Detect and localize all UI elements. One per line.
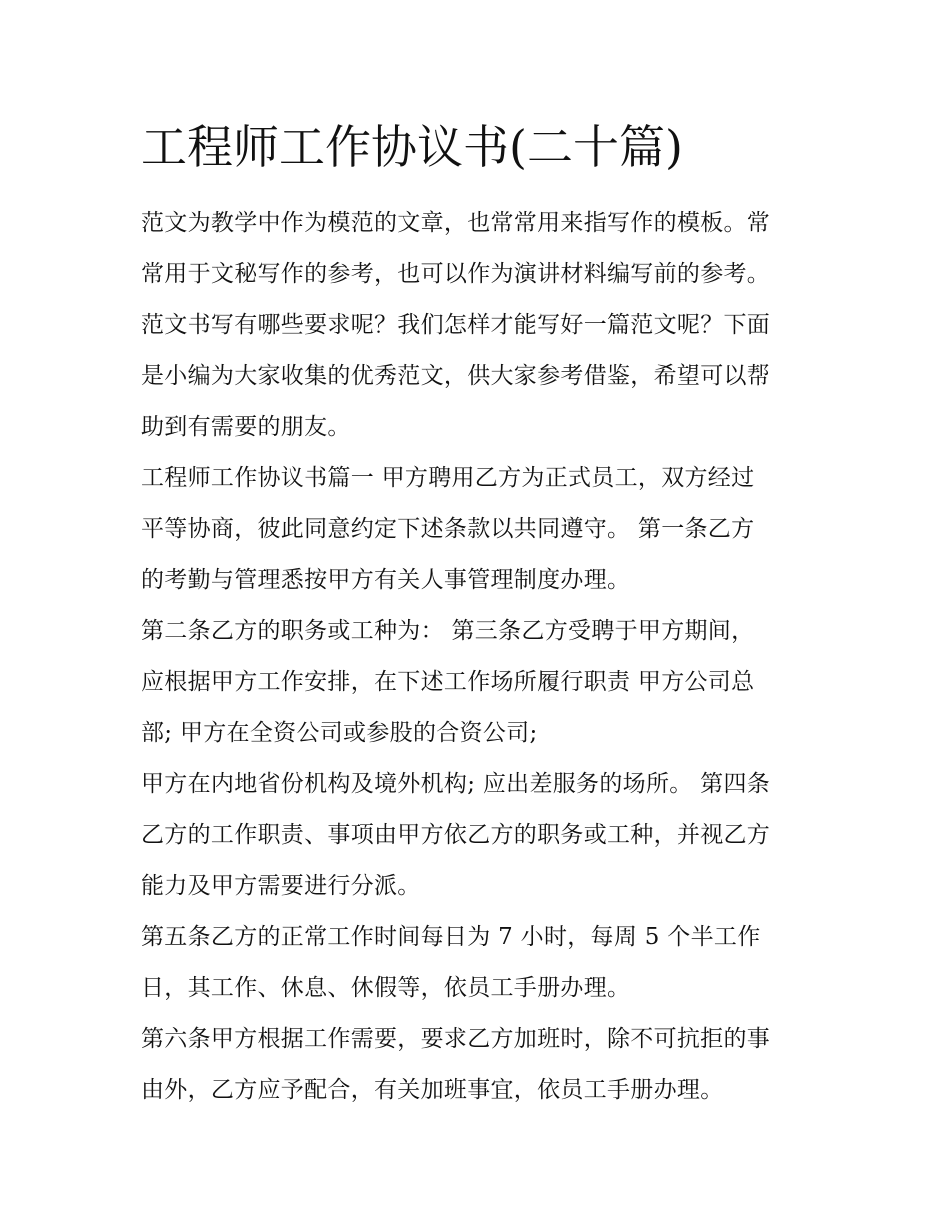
document-body [141,198,821,1116]
body-line: 第二条乙方的职务或工种为： 第三条乙方受聘于甲方期间， [141,618,755,644]
body-line: 是小编为大家收集的优秀范文，供大家参考借鉴，希望可以帮 [141,363,771,389]
body-line: 部; 甲方在全资公司或参股的合资公司; [141,720,538,746]
body-line: 乙方的工作职责、事项由甲方依乙方的职务或工种，并视乙方 [141,822,771,848]
body-line: 能力及甲方需要进行分派。 [141,873,421,899]
body-line: 工程师工作协议书篇一 甲方聘用乙方为正式员工，双方经过 [141,465,755,491]
body-line: 助到有需要的朋友。 [141,414,351,440]
body-line: 第六条甲方根据工作需要，要求乙方加班时，除不可抗拒的事 [141,1026,771,1052]
body-line: 日，其工作、休息、休假等，依员工手册办理。 [141,975,631,1001]
body-line: 由外，乙方应予配合，有关加班事宜，依员工手册办理。 [141,1077,724,1103]
body-line: 常用于文秘写作的参考，也可以作为演讲材料编写前的参考。 [141,261,771,287]
body-line: 范文书写有哪些要求呢？我们怎样才能写好一篇范文呢？下面 [141,312,771,338]
body-line: 第五条乙方的正常工作时间每日为 7 小时，每周 5 个半工作 [141,924,761,950]
body-line: 范文为教学中作为模范的文章，也常常用来指写作的模板。常 [141,210,771,236]
body-line: 平等协商，彼此同意约定下述条款以共同遵守。 第一条乙方 [141,516,755,542]
document-title: 工程师工作协议书(二十篇) [141,120,683,174]
body-line: 应根据甲方工作安排，在下述工作场所履行职责 甲方公司总 [141,669,755,695]
body-line: 甲方在内地省份机构及境外机构; 应出差服务的场所。 第四条 [141,771,771,797]
body-line: 的考勤与管理悉按甲方有关人事管理制度办理。 [141,567,631,593]
